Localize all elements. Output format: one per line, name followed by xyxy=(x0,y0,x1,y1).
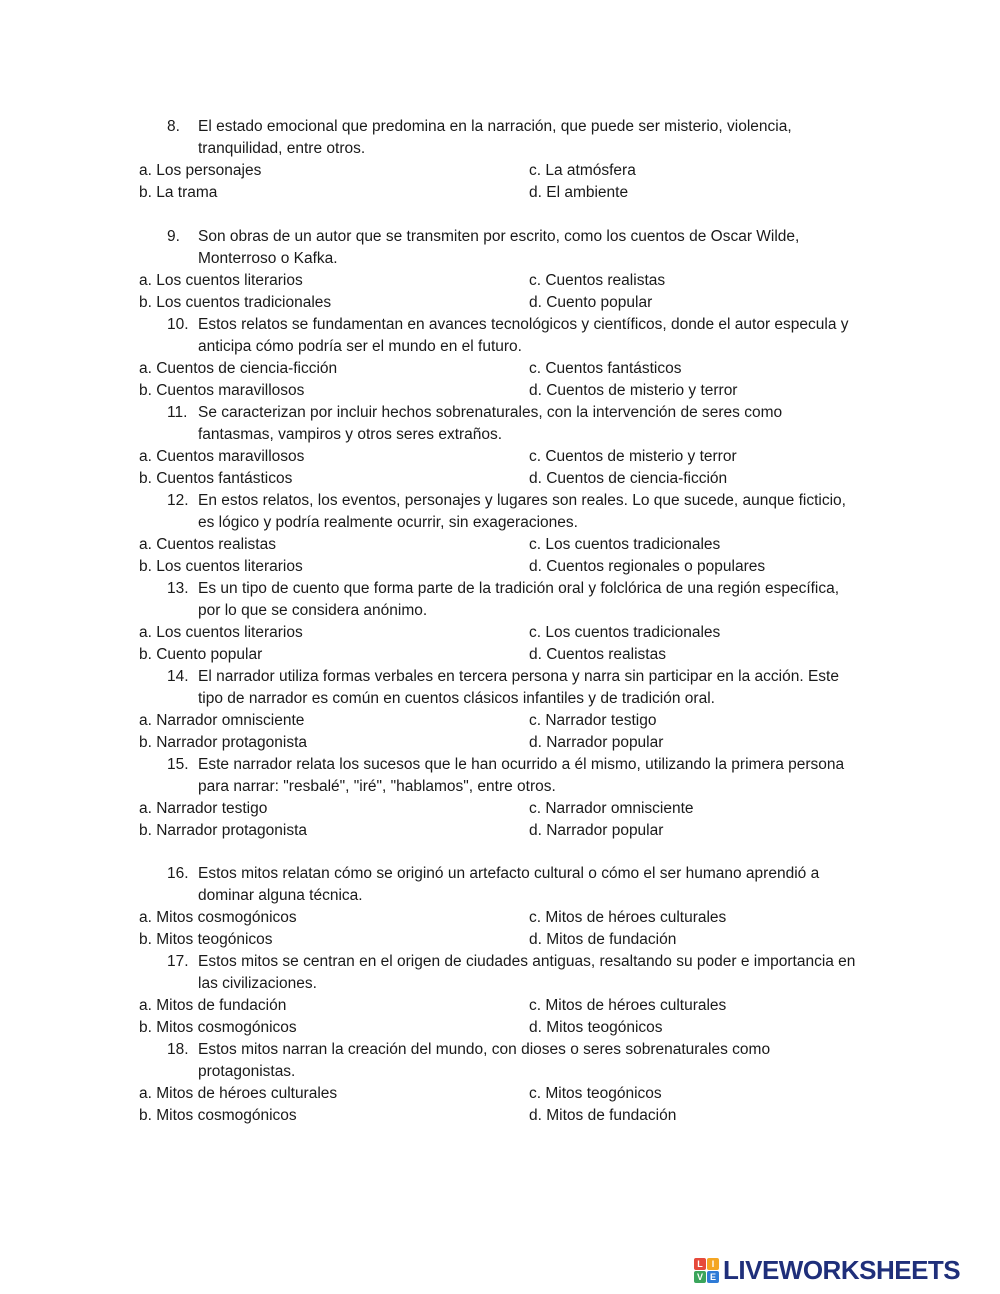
question-9 xyxy=(0,226,1000,314)
question-10 xyxy=(0,314,1000,402)
option-a[interactable]: a. Cuentos realistas xyxy=(139,536,276,553)
option-d[interactable]: d. Cuentos de misterio y terror xyxy=(529,382,738,399)
option-d[interactable]: d. Cuentos realistas xyxy=(529,646,666,663)
question-text: Se caracterizan por incluir hechos sobrenaturales, con la intervención de seres como fantasmas, vampiros y otros seres extraños. xyxy=(198,404,783,443)
question-prompt xyxy=(0,226,858,270)
option-d[interactable]: d. Narrador popular xyxy=(529,734,664,751)
question-number: 16. xyxy=(167,865,189,882)
question-prompt xyxy=(0,490,858,534)
option-d[interactable]: d. Mitos de fundación xyxy=(529,1107,677,1124)
logo-mark-icon xyxy=(694,1258,719,1283)
question-prompt xyxy=(0,666,858,710)
question-text: El estado emocional que predomina en la narración, que puede ser misterio, violencia, tranquilidad, entre otros. xyxy=(198,118,792,157)
question-prompt xyxy=(0,402,858,446)
question-text: Son obras de un autor que se transmiten por escrito, como los cuentos de Oscar Wilde, Monterroso o Kafka. xyxy=(198,228,800,267)
option-b[interactable]: b. Cuentos fantásticos xyxy=(139,470,293,487)
option-b[interactable]: b. Los cuentos tradicionales xyxy=(139,294,332,311)
question-prompt xyxy=(0,951,858,995)
answer-options xyxy=(0,710,1000,754)
logo-mark-v: V xyxy=(694,1271,706,1283)
option-c[interactable]: c. Mitos de héroes culturales xyxy=(529,909,727,926)
question-text: El narrador utiliza formas verbales en tercera persona y narra sin participar en la acción. Este tipo de narrador es común en cuentos clásicos infantiles y de tradición oral. xyxy=(198,668,839,707)
question-number: 12. xyxy=(167,492,189,509)
question-prompt xyxy=(0,578,858,622)
option-d[interactable]: d. Cuento popular xyxy=(529,294,653,311)
question-prompt xyxy=(0,863,858,907)
option-c[interactable]: c. Cuentos fantásticos xyxy=(529,360,682,377)
logo-mark-e: E xyxy=(707,1271,719,1283)
question-text: En estos relatos, los eventos, personajes y lugares son reales. Lo que sucede, aunque ficticio, es lógico y podría realmente ocurrir, sin exageraciones. xyxy=(198,492,846,531)
option-c[interactable]: c. Los cuentos tradicionales xyxy=(529,624,721,641)
option-a[interactable]: a. Los cuentos literarios xyxy=(139,272,303,289)
answer-options xyxy=(0,907,1000,951)
question-15 xyxy=(0,754,1000,842)
option-a[interactable]: a. Los personajes xyxy=(139,162,262,179)
question-13 xyxy=(0,578,1000,666)
option-a[interactable]: a. Los cuentos literarios xyxy=(139,624,303,641)
question-number: 18. xyxy=(167,1041,189,1058)
option-b[interactable]: b. Mitos teogónicos xyxy=(139,931,273,948)
option-c[interactable]: c. Narrador testigo xyxy=(529,712,657,729)
answer-options xyxy=(0,995,1000,1039)
option-d[interactable]: d. Mitos de fundación xyxy=(529,931,677,948)
question-number: 8. xyxy=(167,118,180,135)
option-d[interactable]: d. Mitos teogónicos xyxy=(529,1019,663,1036)
logo-mark-l: L xyxy=(694,1258,706,1270)
question-text: Estos mitos narran la creación del mundo, con dioses o seres sobrenaturales como protagonistas. xyxy=(198,1041,771,1080)
option-a[interactable]: a. Cuentos de ciencia-ficción xyxy=(139,360,338,377)
option-b[interactable]: b. Mitos cosmogónicos xyxy=(139,1019,297,1036)
question-12 xyxy=(0,490,1000,578)
answer-options xyxy=(0,446,1000,490)
option-b[interactable]: b. Mitos cosmogónicos xyxy=(139,1107,297,1124)
option-b[interactable]: b. Cuentos maravillosos xyxy=(139,382,305,399)
answer-options xyxy=(0,160,1000,204)
option-d[interactable]: d. Cuentos de ciencia-ficción xyxy=(529,470,728,487)
option-c[interactable]: c. Cuentos de misterio y terror xyxy=(529,448,737,465)
answer-options xyxy=(0,798,1000,842)
option-a[interactable]: a. Mitos de héroes culturales xyxy=(139,1085,338,1102)
option-a[interactable]: a. Mitos cosmogónicos xyxy=(139,909,297,926)
option-d[interactable]: d. El ambiente xyxy=(529,184,629,201)
question-17 xyxy=(0,951,1000,1039)
option-b[interactable]: b. La trama xyxy=(139,184,218,201)
question-prompt xyxy=(0,754,858,798)
question-18 xyxy=(0,1039,1000,1127)
option-a[interactable]: a. Narrador omnisciente xyxy=(139,712,305,729)
option-c[interactable]: c. Los cuentos tradicionales xyxy=(529,536,721,553)
question-16 xyxy=(0,863,1000,951)
question-number: 17. xyxy=(167,953,189,970)
option-c[interactable]: c. Mitos de héroes culturales xyxy=(529,997,727,1014)
question-8 xyxy=(0,116,1000,204)
option-d[interactable]: d. Narrador popular xyxy=(529,822,664,839)
question-number: 14. xyxy=(167,668,189,685)
question-14 xyxy=(0,666,1000,754)
liveworksheets-logo xyxy=(694,1256,960,1284)
question-prompt xyxy=(0,116,858,160)
question-text: Estos mitos relatan cómo se originó un artefacto cultural o cómo el ser humano aprendió a dominar alguna técnica. xyxy=(198,865,820,904)
logo-text: LIVEWORKSHEETS xyxy=(723,1254,961,1285)
question-prompt xyxy=(0,1039,858,1083)
option-d[interactable]: d. Cuentos regionales o populares xyxy=(529,558,766,575)
question-text: Estos mitos se centran en el origen de ciudades antiguas, resaltando su poder e importancia en las civilizaciones. xyxy=(198,953,856,992)
option-a[interactable]: a. Cuentos maravillosos xyxy=(139,448,305,465)
option-c[interactable]: c. La atmósfera xyxy=(529,162,636,179)
question-number: 10. xyxy=(167,316,189,333)
question-text: Este narrador relata los sucesos que le han ocurrido a él mismo, utilizando la primera persona para narrar: "resbalé", "iré", "hablamos", entre otros. xyxy=(198,756,845,795)
question-prompt xyxy=(0,314,858,358)
question-number: 13. xyxy=(167,580,189,597)
question-text: Es un tipo de cuento que forma parte de la tradición oral y folclórica de una región específica, por lo que se considera anónimo. xyxy=(198,580,840,619)
option-a[interactable]: a. Narrador testigo xyxy=(139,800,268,817)
question-text: Estos relatos se fundamentan en avances tecnológicos y científicos, donde el autor especula y anticipa cómo podría ser el mundo en el futuro. xyxy=(198,316,849,355)
answer-options xyxy=(0,358,1000,402)
option-b[interactable]: b. Cuento popular xyxy=(139,646,263,663)
question-number: 11. xyxy=(167,404,188,421)
logo-mark-i: I xyxy=(707,1258,719,1270)
question-number: 15. xyxy=(167,756,189,773)
question-11 xyxy=(0,402,1000,490)
option-b[interactable]: b. Narrador protagonista xyxy=(139,822,308,839)
option-a[interactable]: a. Mitos de fundación xyxy=(139,997,287,1014)
option-c[interactable]: c. Mitos teogónicos xyxy=(529,1085,662,1102)
answer-options xyxy=(0,1083,1000,1127)
answer-options xyxy=(0,534,1000,578)
answer-options xyxy=(0,622,1000,666)
option-b[interactable]: b. Narrador protagonista xyxy=(139,734,308,751)
option-c[interactable]: c. Narrador omnisciente xyxy=(529,800,694,817)
question-number: 9. xyxy=(167,228,180,245)
option-b[interactable]: b. Los cuentos literarios xyxy=(139,558,303,575)
answer-options xyxy=(0,270,1000,314)
option-c[interactable]: c. Cuentos realistas xyxy=(529,272,666,289)
